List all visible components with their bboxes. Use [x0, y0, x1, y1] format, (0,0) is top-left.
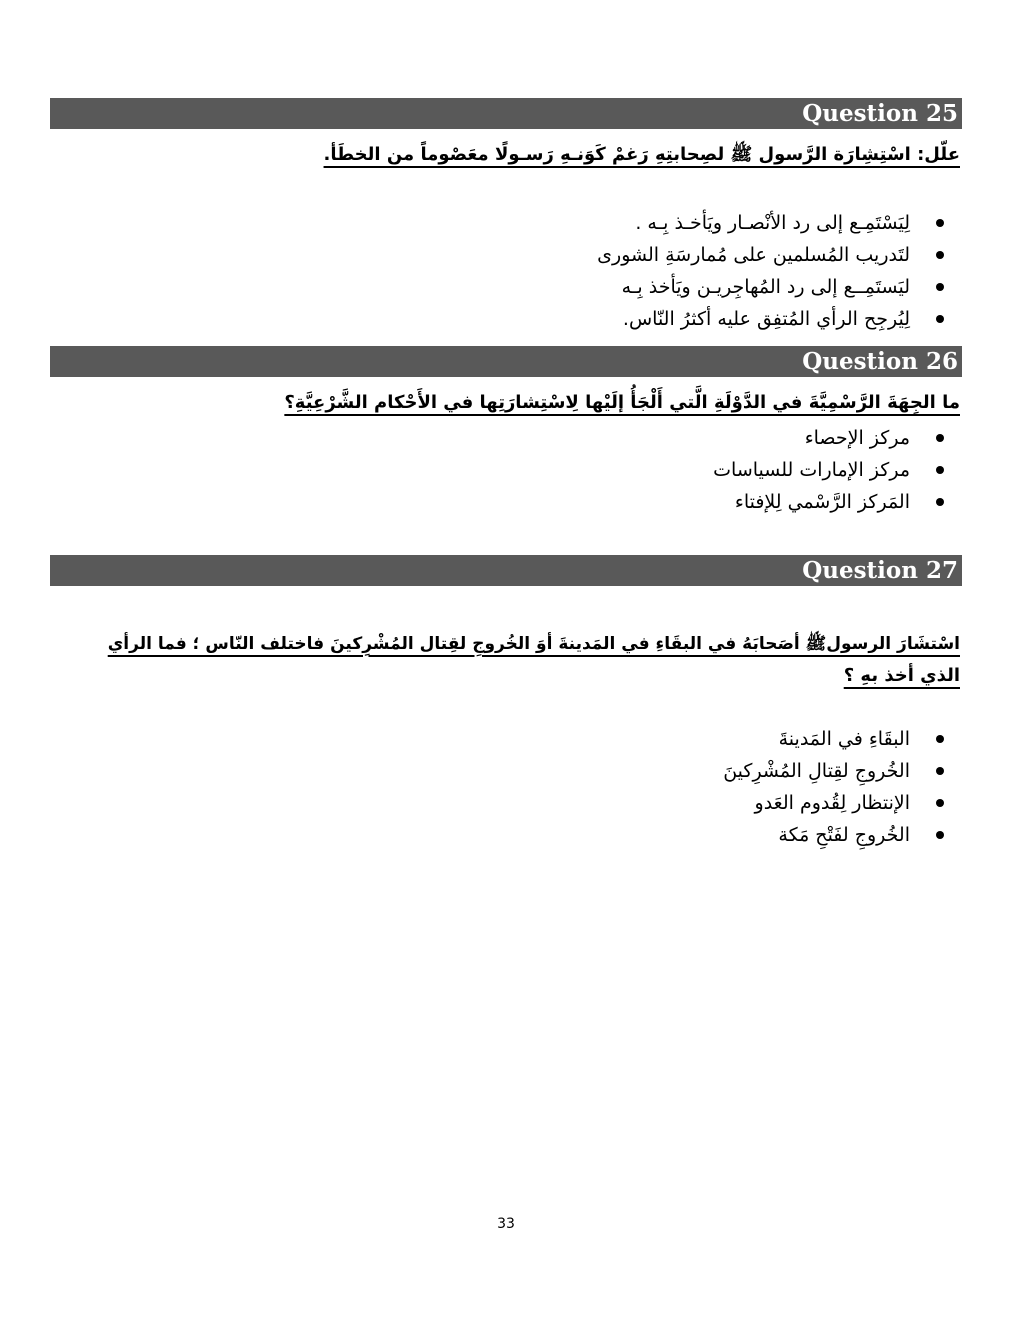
option-item[interactable]	[713, 422, 910, 454]
option-item[interactable]	[597, 207, 910, 239]
option-label: لِيُرجِح الرأي المُتفِق عليه أكثرُ النّاس.	[622, 308, 910, 330]
question-25-text: علّل: اسْتِشِارَة الرَّسول ﷺ لصِحابتِهِ رَغمْ كَوَنـهِ رَسـولًا معَصْوماً من الخطَأ.	[323, 144, 960, 165]
question-27-text-line-2: الذي أخذ بهِ ؟	[843, 665, 960, 686]
question-25-header: Question 25	[50, 98, 962, 129]
option-label: لِيَسْتَمِـع إلى رد الأنْصـار ويَأخـذ بِـه .	[635, 212, 910, 234]
option-label: الخُروجِ لفَتْحِ مَكة	[778, 824, 910, 846]
question-26-text: ما الجِهَةَ الرَّسْمِيَّةَ في الدَّوْلَةِ الَّتي أَلْجَأُ إلَيْها لِاسْتِشارَتِها في الأَحْكام الشَّرْعِيَّةِ؟	[284, 392, 960, 413]
option-item[interactable]	[597, 239, 910, 271]
bullet-icon	[936, 735, 944, 743]
bullet-icon	[936, 498, 944, 506]
option-item[interactable]	[723, 723, 910, 755]
question-25-options	[597, 207, 910, 335]
bullet-icon	[936, 799, 944, 807]
bullet-icon	[936, 315, 944, 323]
option-item[interactable]	[723, 755, 910, 787]
option-item[interactable]	[723, 787, 910, 819]
option-item[interactable]	[597, 303, 910, 335]
option-label: لتَدريب المُسلمين على مُمارسَةِ الشورى	[597, 244, 910, 266]
bullet-icon	[936, 283, 944, 291]
bullet-icon	[936, 434, 944, 442]
bullet-icon	[936, 767, 944, 775]
question-26-options	[713, 422, 910, 518]
option-item[interactable]	[723, 819, 910, 851]
option-label: الإنتظار لِقُدوم العَدو	[754, 792, 910, 814]
bullet-icon	[936, 831, 944, 839]
question-27-options	[723, 723, 910, 851]
option-label: مركز الإمارات للسياسات	[713, 459, 910, 481]
option-label: البقَاءِ في المَدينةَ	[778, 728, 910, 750]
question-26-header: Question 26	[50, 346, 962, 377]
option-label: المَركز الرَّسْمي لِلإفتاء	[734, 491, 910, 513]
page-number: 33	[497, 1216, 515, 1232]
bullet-icon	[936, 466, 944, 474]
option-label: الخُروجِ لقِتالِ المُشْرِكينَ	[723, 760, 910, 782]
option-label: مركز الإحصاء	[804, 427, 910, 449]
bullet-icon	[936, 251, 944, 259]
option-label: ليَستَمِــع إلى رد المُهاجِريـن ويَأخذ بِـه	[621, 276, 910, 298]
option-item[interactable]	[713, 454, 910, 486]
bullet-icon	[936, 219, 944, 227]
question-27-header: Question 27	[50, 555, 962, 586]
option-item[interactable]	[713, 486, 910, 518]
option-item[interactable]	[597, 271, 910, 303]
question-27-text-line-1: اسْتشَارَ الرسولﷺ أصَحابَهُ في البقَاءِ في المَدينةَ أوَ الخُروجِ لقِتال المُشْرِكينَ فاختلف النّاس ؛ فما الرأي	[107, 634, 960, 654]
